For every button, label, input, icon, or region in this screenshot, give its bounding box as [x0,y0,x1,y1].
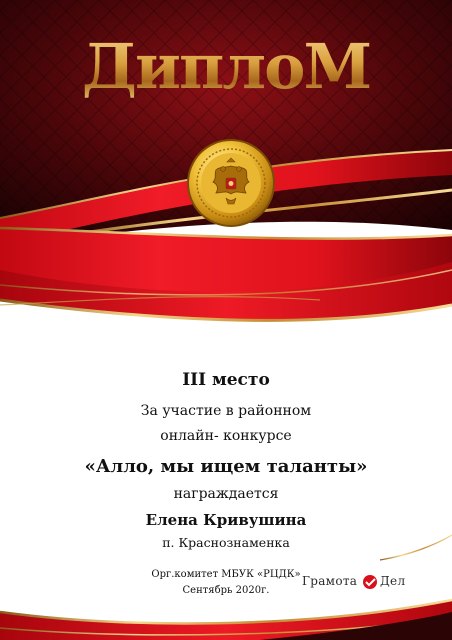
contest-name: «Алло, мы ищем таланты» [84,456,368,477]
brand-logo-text-left: Грамота [302,574,358,588]
participation-line-1: За участие в районном [140,403,312,419]
date-line: Сентябрь 2020г. [182,585,270,596]
place-heading: III место [182,370,270,390]
brand-logo-text-right: Дел [380,574,406,588]
brand-logo [300,569,440,597]
organizer-line: Орг.комитет МБУК «РЦДК» [151,569,301,580]
participation-line-2: онлайн- конкурсе [160,428,292,444]
recipient-locality: п. Краснознаменка [162,535,290,550]
russian-coat-of-arms-icon [186,138,276,228]
awarded-label: награждается [173,486,279,502]
recipient-name: Елена Кривушина [145,511,307,529]
diploma-title: ДиплоМ [0,30,452,103]
